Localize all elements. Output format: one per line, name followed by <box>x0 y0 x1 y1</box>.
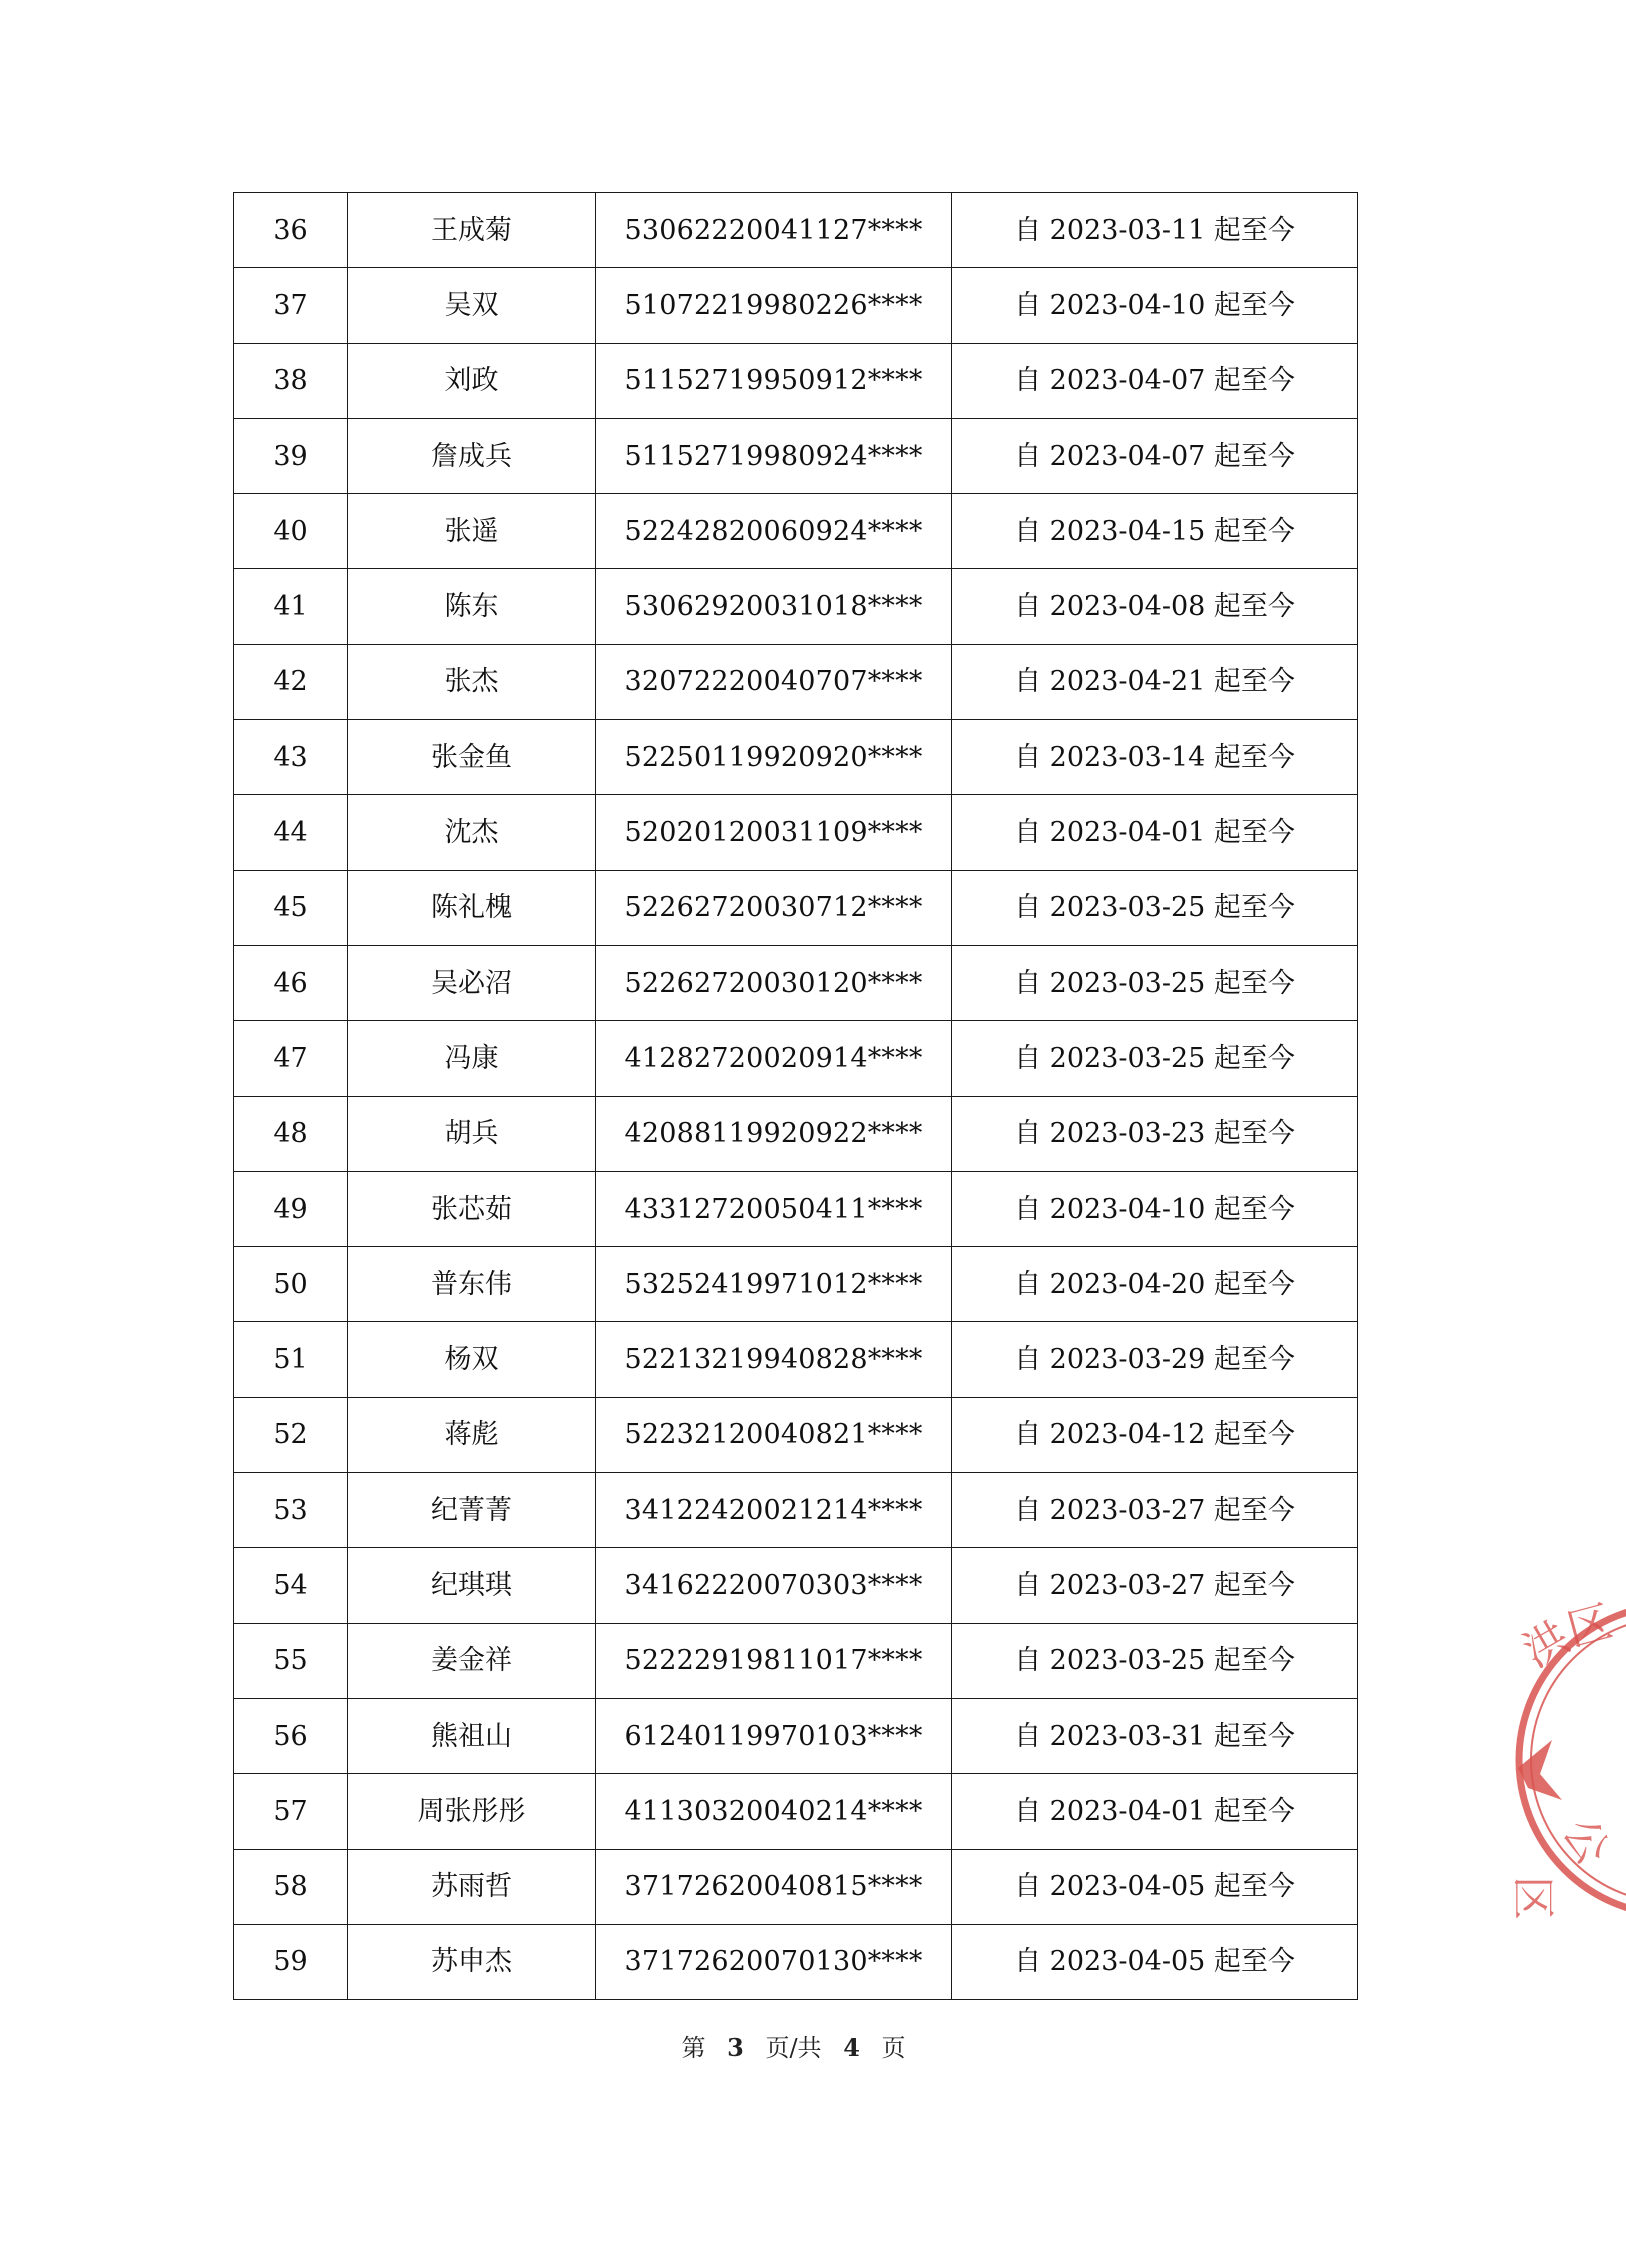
id-number-cell: 52020120031109**** <box>596 795 952 870</box>
period-cell: 自 2023-03-11 起至今 <box>952 193 1358 268</box>
id-number-cell: 52242820060924**** <box>596 494 952 569</box>
period-cell: 自 2023-04-12 起至今 <box>952 1397 1358 1472</box>
id-number-cell: 41130320040214**** <box>596 1774 952 1849</box>
period-cell: 自 2023-03-25 起至今 <box>952 945 1358 1020</box>
id-number-cell: 53062220041127**** <box>596 193 952 268</box>
row-number-cell: 41 <box>234 569 348 644</box>
name-cell: 冯康 <box>348 1021 596 1096</box>
period-cell: 自 2023-04-20 起至今 <box>952 1247 1358 1322</box>
svg-text:公: 公 <box>1553 1810 1618 1873</box>
name-cell: 纪菁菁 <box>348 1473 596 1548</box>
row-number-cell: 47 <box>234 1021 348 1096</box>
id-number-cell: 43312720050411**** <box>596 1171 952 1246</box>
name-cell: 詹成兵 <box>348 418 596 493</box>
period-cell: 自 2023-04-01 起至今 <box>952 1774 1358 1849</box>
name-cell: 陈东 <box>348 569 596 644</box>
table-row <box>234 720 1358 795</box>
id-number-cell: 53252419971012**** <box>596 1247 952 1322</box>
id-number-cell: 51072219980226**** <box>596 268 952 343</box>
id-number-cell: 34162220070303**** <box>596 1548 952 1623</box>
table-row <box>234 1548 1358 1623</box>
page-footer <box>0 2028 1587 2063</box>
row-number-cell: 49 <box>234 1171 348 1246</box>
table-row <box>234 1322 1358 1397</box>
id-number-cell: 37172620040815**** <box>596 1849 952 1924</box>
period-cell: 自 2023-04-07 起至今 <box>952 343 1358 418</box>
row-number-cell: 50 <box>234 1247 348 1322</box>
name-cell: 吴双 <box>348 268 596 343</box>
id-number-cell: 37172620070130**** <box>596 1924 952 1999</box>
table-row <box>234 644 1358 719</box>
table-row <box>234 343 1358 418</box>
name-cell: 陈礼槐 <box>348 870 596 945</box>
footer-suffix: 页 <box>881 2034 906 2062</box>
table-row <box>234 1473 1358 1548</box>
row-number-cell: 38 <box>234 343 348 418</box>
period-cell: 自 2023-03-25 起至今 <box>952 1623 1358 1698</box>
table-row <box>234 1774 1358 1849</box>
table-row <box>234 795 1358 870</box>
period-cell: 自 2023-04-15 起至今 <box>952 494 1358 569</box>
name-cell: 杨双 <box>348 1322 596 1397</box>
row-number-cell: 56 <box>234 1698 348 1773</box>
row-number-cell: 48 <box>234 1096 348 1171</box>
name-cell: 吴必沼 <box>348 945 596 1020</box>
table-row <box>234 870 1358 945</box>
name-cell: 熊祖山 <box>348 1698 596 1773</box>
name-cell: 苏雨哲 <box>348 1849 596 1924</box>
period-cell: 自 2023-04-05 起至今 <box>952 1849 1358 1924</box>
id-number-cell: 61240119970103**** <box>596 1698 952 1773</box>
table-row <box>234 1924 1358 1999</box>
name-cell: 张芯茹 <box>348 1171 596 1246</box>
name-cell: 刘政 <box>348 343 596 418</box>
svg-text:区: 区 <box>1508 1876 1557 1920</box>
row-number-cell: 59 <box>234 1924 348 1999</box>
row-number-cell: 37 <box>234 268 348 343</box>
name-cell: 胡兵 <box>348 1096 596 1171</box>
row-number-cell: 53 <box>234 1473 348 1548</box>
row-number-cell: 44 <box>234 795 348 870</box>
id-number-cell: 51152719950912**** <box>596 343 952 418</box>
table-row <box>234 1623 1358 1698</box>
table-row <box>234 1849 1358 1924</box>
period-cell: 自 2023-04-01 起至今 <box>952 795 1358 870</box>
roster-table-body <box>234 193 1358 2000</box>
id-number-cell: 52262720030712**** <box>596 870 952 945</box>
table-row <box>234 494 1358 569</box>
table-row <box>234 268 1358 343</box>
period-cell: 自 2023-04-10 起至今 <box>952 1171 1358 1246</box>
row-number-cell: 42 <box>234 644 348 719</box>
name-cell: 王成菊 <box>348 193 596 268</box>
period-cell: 自 2023-03-27 起至今 <box>952 1548 1358 1623</box>
row-number-cell: 45 <box>234 870 348 945</box>
table-row <box>234 1171 1358 1246</box>
period-cell: 自 2023-03-14 起至今 <box>952 720 1358 795</box>
name-cell: 蒋彪 <box>348 1397 596 1472</box>
name-cell: 纪琪琪 <box>348 1548 596 1623</box>
table-row <box>234 1397 1358 1472</box>
period-cell: 自 2023-03-25 起至今 <box>952 870 1358 945</box>
id-number-cell: 53062920031018**** <box>596 569 952 644</box>
table-row <box>234 1021 1358 1096</box>
id-number-cell: 42088119920922**** <box>596 1096 952 1171</box>
table-row <box>234 193 1358 268</box>
row-number-cell: 54 <box>234 1548 348 1623</box>
id-number-cell: 52250119920920**** <box>596 720 952 795</box>
row-number-cell: 58 <box>234 1849 348 1924</box>
period-cell: 自 2023-03-27 起至今 <box>952 1473 1358 1548</box>
period-cell: 自 2023-04-08 起至今 <box>952 569 1358 644</box>
name-cell: 周张彤彤 <box>348 1774 596 1849</box>
name-cell: 苏申杰 <box>348 1924 596 1999</box>
period-cell: 自 2023-04-05 起至今 <box>952 1924 1358 1999</box>
footer-prefix: 第 <box>681 2034 706 2062</box>
period-cell: 自 2023-03-29 起至今 <box>952 1322 1358 1397</box>
official-seal-stamp <box>1506 1588 1626 1928</box>
name-cell: 普东伟 <box>348 1247 596 1322</box>
id-number-cell: 51152719980924**** <box>596 418 952 493</box>
period-cell: 自 2023-04-21 起至今 <box>952 644 1358 719</box>
row-number-cell: 40 <box>234 494 348 569</box>
svg-text:洪: 洪 <box>1515 1612 1578 1678</box>
name-cell: 张遥 <box>348 494 596 569</box>
row-number-cell: 55 <box>234 1623 348 1698</box>
id-number-cell: 52232120040821**** <box>596 1397 952 1472</box>
id-number-cell: 32072220040707**** <box>596 644 952 719</box>
table-row <box>234 1096 1358 1171</box>
period-cell: 自 2023-03-31 起至今 <box>952 1698 1358 1773</box>
row-number-cell: 57 <box>234 1774 348 1849</box>
row-number-cell: 51 <box>234 1322 348 1397</box>
id-number-cell: 41282720020914**** <box>596 1021 952 1096</box>
table-row <box>234 569 1358 644</box>
period-cell: 自 2023-03-23 起至今 <box>952 1096 1358 1171</box>
row-number-cell: 36 <box>234 193 348 268</box>
name-cell: 张金鱼 <box>348 720 596 795</box>
table-row <box>234 418 1358 493</box>
period-cell: 自 2023-03-25 起至今 <box>952 1021 1358 1096</box>
table-row <box>234 1698 1358 1773</box>
row-number-cell: 52 <box>234 1397 348 1472</box>
name-cell: 沈杰 <box>348 795 596 870</box>
footer-middle: 页/共 <box>765 2034 822 2062</box>
table-row <box>234 1247 1358 1322</box>
period-cell: 自 2023-04-07 起至今 <box>952 418 1358 493</box>
name-cell: 张杰 <box>348 644 596 719</box>
row-number-cell: 43 <box>234 720 348 795</box>
svg-text:区: 区 <box>1562 1597 1618 1656</box>
row-number-cell: 39 <box>234 418 348 493</box>
roster-table <box>233 192 1358 2000</box>
name-cell: 姜金祥 <box>348 1623 596 1698</box>
id-number-cell: 52262720030120**** <box>596 945 952 1020</box>
table-row <box>234 945 1358 1020</box>
footer-page-number: 3 <box>727 2033 744 2062</box>
period-cell: 自 2023-04-10 起至今 <box>952 268 1358 343</box>
row-number-cell: 46 <box>234 945 348 1020</box>
footer-total-pages: 4 <box>843 2033 860 2062</box>
id-number-cell: 52213219940828**** <box>596 1322 952 1397</box>
id-number-cell: 52222919811017**** <box>596 1623 952 1698</box>
id-number-cell: 34122420021214**** <box>596 1473 952 1548</box>
